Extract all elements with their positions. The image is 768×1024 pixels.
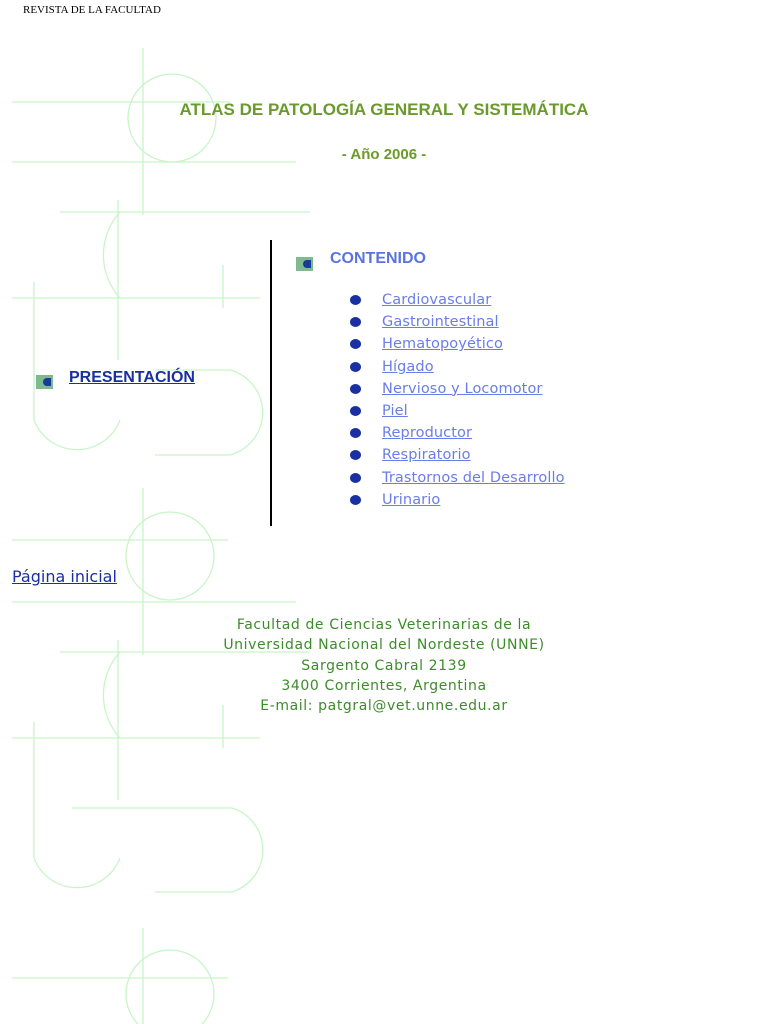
square-bullet-icon <box>36 375 53 389</box>
footer-line: Sargento Cabral 2139 <box>301 657 467 674</box>
vertical-divider <box>270 240 272 526</box>
link-urinario[interactable]: Urinario <box>382 491 441 508</box>
link-trastornos-desarrollo[interactable]: Trastornos del Desarrollo <box>382 469 565 486</box>
list-item <box>350 422 565 444</box>
list-item <box>350 356 565 378</box>
page-title: ATLAS DE PATOLOGÍA GENERAL Y SISTEMÁTICA <box>179 100 589 119</box>
round-bullet-icon <box>350 317 361 327</box>
list-item <box>350 467 565 489</box>
journal-header: REVISTA DE LA FACULTAD <box>23 4 161 16</box>
square-bullet-icon <box>296 257 313 271</box>
link-higado[interactable]: Hígado <box>382 358 434 375</box>
list-item <box>350 289 565 311</box>
link-nervioso-locomotor[interactable]: Nervioso y Locomotor <box>382 380 543 397</box>
round-bullet-icon <box>350 384 361 394</box>
list-item <box>350 400 565 422</box>
presentacion-link[interactable]: PRESENTACIÓN <box>69 369 195 386</box>
round-bullet-icon <box>350 295 361 305</box>
link-respiratorio[interactable]: Respiratorio <box>382 447 471 464</box>
contenido-list <box>350 289 565 511</box>
year-subtitle: - Año 2006 - <box>341 146 427 163</box>
link-hematopoyetico[interactable]: Hematopoyético <box>382 336 503 353</box>
link-piel[interactable]: Piel <box>382 403 408 420</box>
list-item <box>350 333 565 355</box>
round-bullet-icon <box>350 450 361 460</box>
round-bullet-icon <box>350 339 361 349</box>
footer-line: Universidad Nacional del Nordeste (UNNE) <box>223 637 545 654</box>
list-item <box>350 489 565 511</box>
contenido-heading: CONTENIDO <box>330 250 426 267</box>
footer-email[interactable]: E-mail: patgral@vet.unne.edu.ar <box>260 698 508 715</box>
footer-address <box>0 615 768 716</box>
round-bullet-icon <box>350 473 361 483</box>
link-cardiovascular[interactable]: Cardiovascular <box>382 292 492 309</box>
round-bullet-icon <box>350 428 361 438</box>
list-item <box>350 378 565 400</box>
link-gastrointestinal[interactable]: Gastrointestinal <box>382 314 499 331</box>
link-reproductor[interactable]: Reproductor <box>382 425 473 442</box>
footer-line: Facultad de Ciencias Veterinarias de la <box>236 617 532 633</box>
home-page-link[interactable]: Página inicial <box>12 567 117 586</box>
list-item <box>350 444 565 466</box>
list-item <box>350 311 565 333</box>
round-bullet-icon <box>350 495 361 505</box>
round-bullet-icon <box>350 362 361 372</box>
round-bullet-icon <box>350 406 361 416</box>
footer-line: 3400 Corrientes, Argentina <box>281 677 487 694</box>
